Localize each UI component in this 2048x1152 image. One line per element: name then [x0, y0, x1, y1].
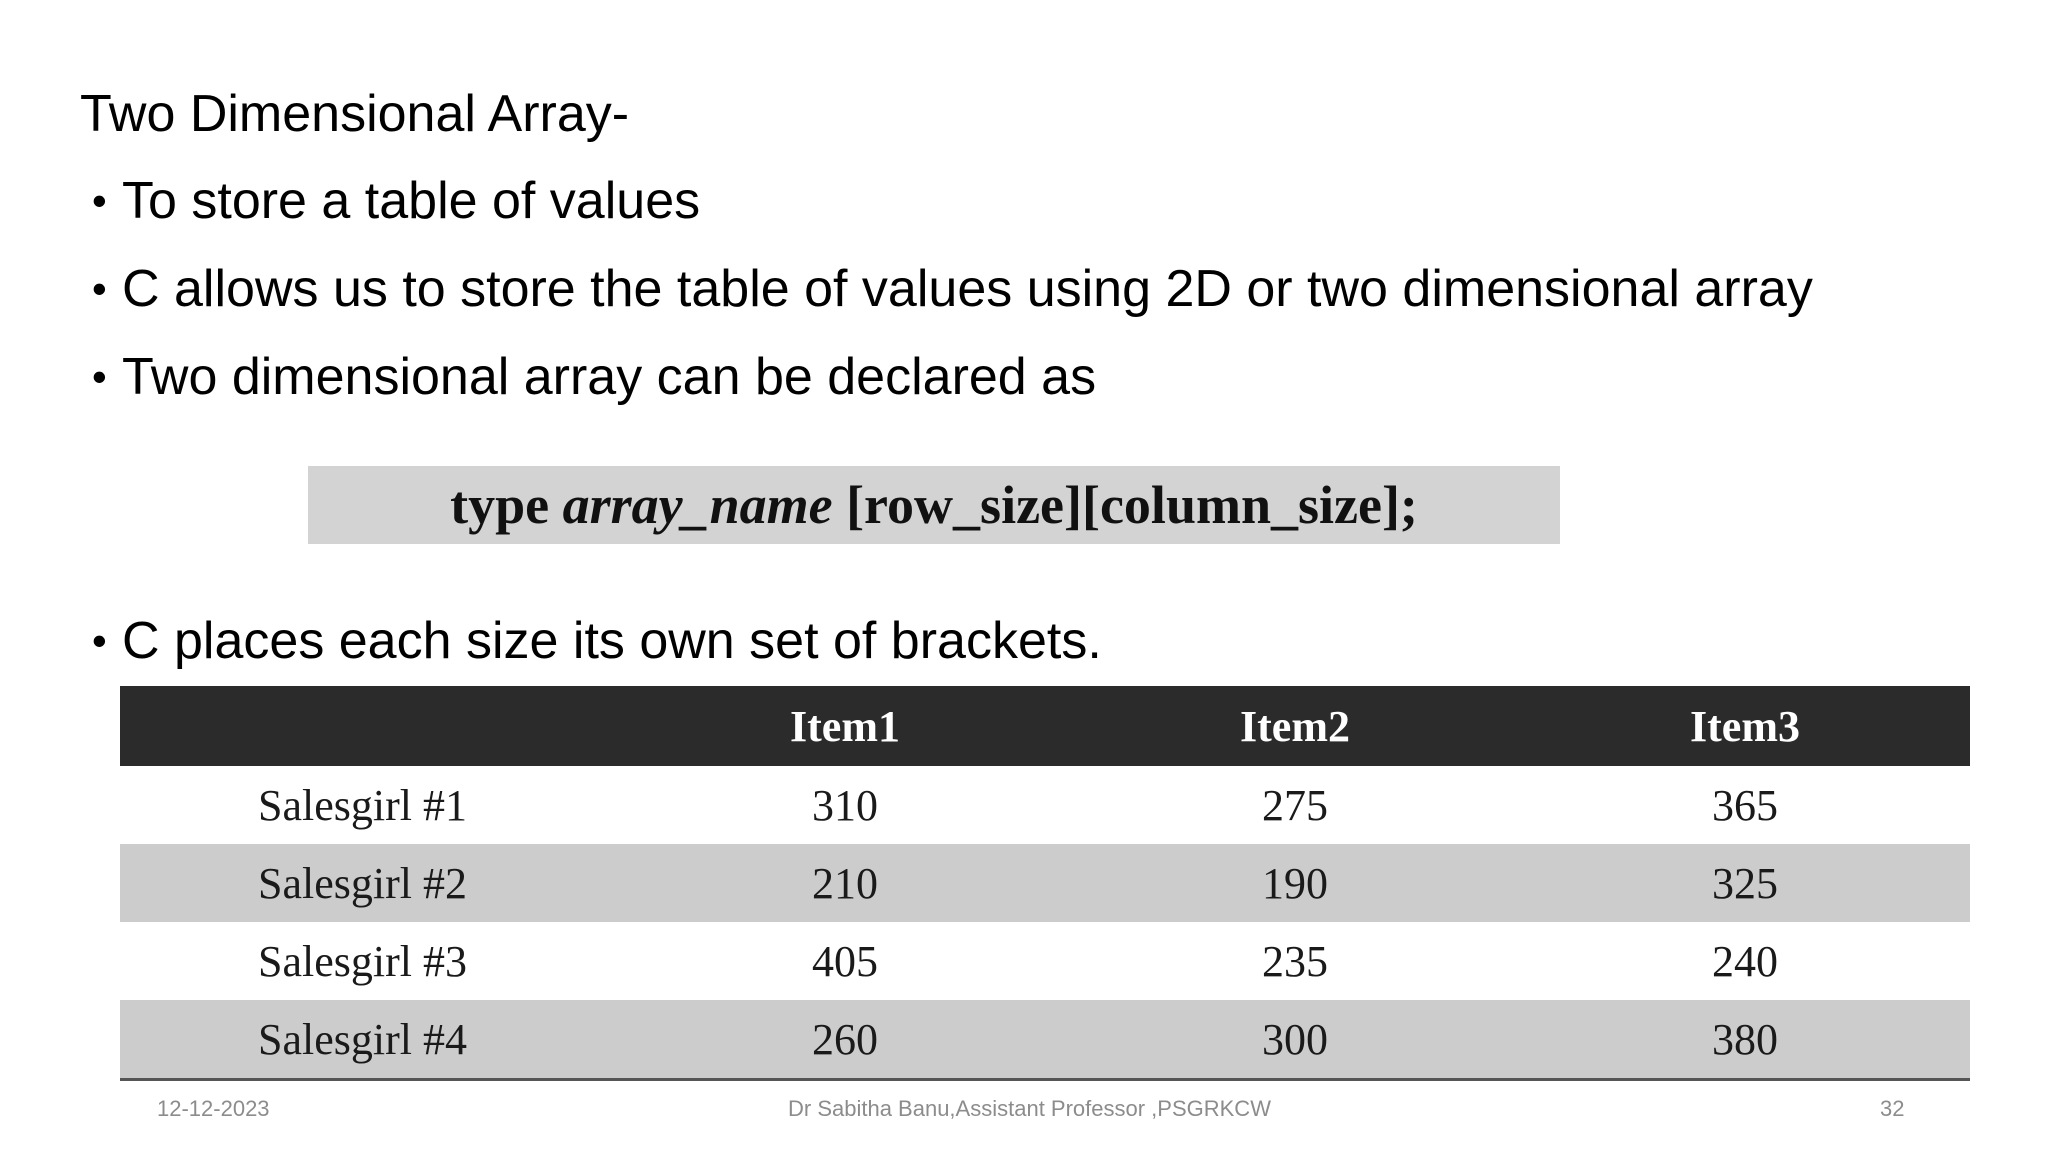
table-row: [120, 1000, 1970, 1080]
slide-title: Two Dimensional Array-: [80, 85, 630, 143]
table-cell: 235: [1070, 922, 1520, 1000]
table-row: [120, 844, 1970, 922]
table-cell: 325: [1520, 844, 1970, 922]
footer-page-number: 32: [1880, 1096, 1905, 1121]
table-cell: 365: [1520, 766, 1970, 844]
bullet-item: [92, 605, 1102, 677]
table-header-cell: Item3: [1520, 686, 1970, 766]
footer-date: 12-12-2023: [157, 1096, 270, 1121]
row-label-cell: Salesgirl #3: [120, 922, 620, 1000]
table-cell: 405: [620, 922, 1070, 1000]
declaration-type-keyword: type: [450, 475, 550, 535]
table-cell: 380: [1520, 1000, 1970, 1080]
table-cell: 190: [1070, 844, 1520, 922]
declaration-dimensions: [row_size][column_size];: [846, 475, 1418, 535]
table-header-cell: Item2: [1070, 686, 1520, 766]
bullet-text: C allows us to store the table of values using 2D or two dimensional array: [122, 260, 1813, 318]
bullet-item: [92, 341, 1096, 413]
bullet-icon: •: [92, 617, 107, 664]
table-cell: 310: [620, 766, 1070, 844]
table-cell: 260: [620, 1000, 1070, 1080]
bullet-icon: •: [92, 177, 107, 224]
bullet-icon: •: [92, 353, 107, 400]
footer-author: Dr Sabitha Banu,Assistant Professor ,PSGRKCW: [788, 1096, 1271, 1121]
declaration-array-name: array_name: [562, 475, 833, 535]
bullet-item: [92, 253, 1813, 325]
bullet-text: To store a table of values: [122, 172, 701, 230]
row-label-cell: Salesgirl #1: [120, 766, 620, 844]
table-cell: 275: [1070, 766, 1520, 844]
table-row: [120, 766, 1970, 844]
table-row: [120, 922, 1970, 1000]
table-cell: 300: [1070, 1000, 1520, 1080]
bullet-text: Two dimensional array can be declared as: [122, 348, 1097, 406]
bullet-text: C places each size its own set of brackets.: [122, 612, 1102, 670]
sales-table: [120, 686, 1970, 1081]
row-label-cell: Salesgirl #4: [120, 1000, 620, 1080]
table-cell: 210: [620, 844, 1070, 922]
table-header-cell: Item1: [620, 686, 1070, 766]
table-header-row: [120, 686, 1970, 766]
row-label-cell: Salesgirl #2: [120, 844, 620, 922]
bullet-icon: •: [92, 265, 107, 312]
table-header-cell: [120, 686, 620, 766]
table-cell: 240: [1520, 922, 1970, 1000]
bullet-item: [92, 165, 700, 237]
declaration-syntax-box: [308, 466, 1560, 544]
